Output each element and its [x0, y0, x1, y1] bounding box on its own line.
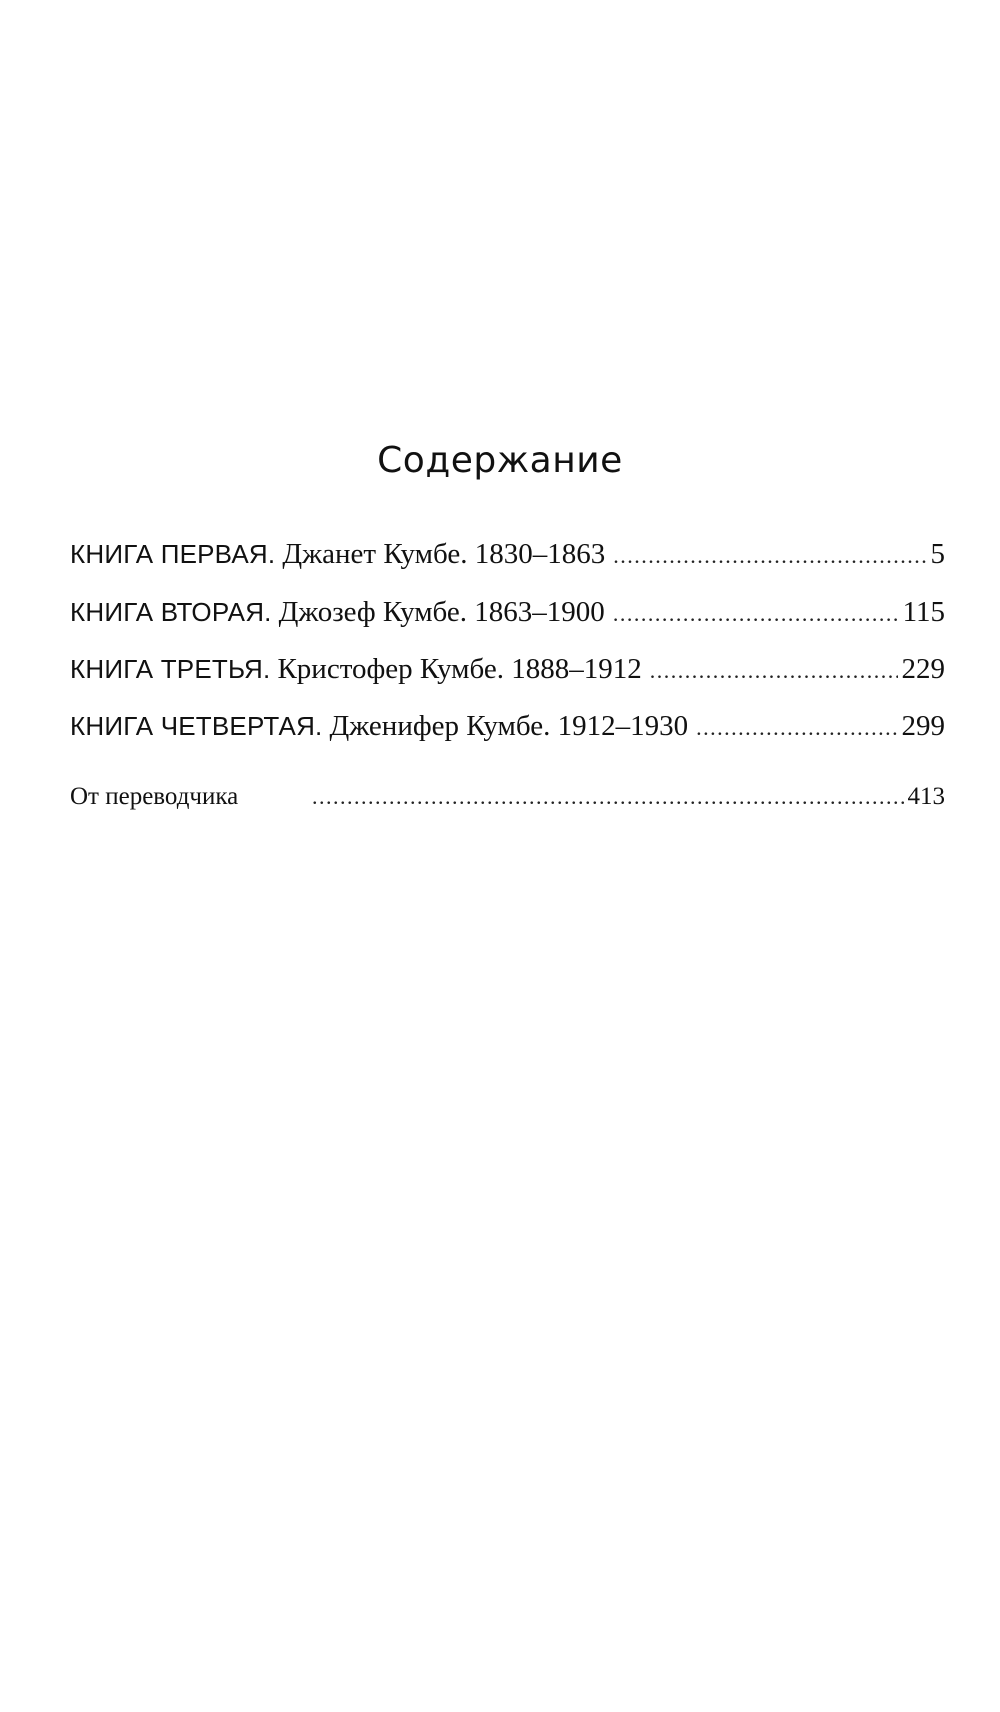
toc-entry-translator-note: [70, 783, 945, 811]
toc-entry-title: Дженифер Кумбе. 1912–1930: [329, 710, 689, 742]
toc-entry-title: Кристофер Кумбе. 1888–1912: [277, 653, 642, 685]
toc-book-label: КНИГА ТРЕТЬЯ.: [70, 654, 271, 684]
toc-entry-book-4: [70, 710, 945, 743]
toc-entry-book-3: [70, 653, 945, 686]
dot-leader: [246, 784, 903, 810]
toc-page-number: 229: [901, 653, 945, 685]
toc-page-number: 413: [907, 783, 945, 810]
dot-leader: [650, 658, 898, 684]
toc-entry-title: От переводчика: [70, 783, 239, 810]
toc-book-label: КНИГА ЧЕТВЕРТАЯ.: [70, 711, 323, 741]
toc-entry-title: Джанет Кумбе. 1830–1863: [282, 538, 606, 570]
dot-leader: [613, 543, 926, 569]
page-title: Содержание: [377, 440, 623, 481]
dot-leader: [696, 715, 897, 741]
toc-entry-title: Джозеф Кумбе. 1863–1900: [278, 596, 605, 628]
toc-entry-book-2: [70, 596, 945, 629]
dot-leader: [613, 601, 899, 627]
toc-page-number: 299: [901, 710, 945, 742]
toc-page-number: 5: [930, 538, 945, 570]
toc-book-label: КНИГА ВТОРАЯ.: [70, 597, 272, 627]
toc-book-label: КНИГА ПЕРВАЯ.: [70, 539, 276, 569]
toc-page-number: 115: [902, 596, 945, 628]
toc-entry-book-1: [70, 538, 945, 571]
